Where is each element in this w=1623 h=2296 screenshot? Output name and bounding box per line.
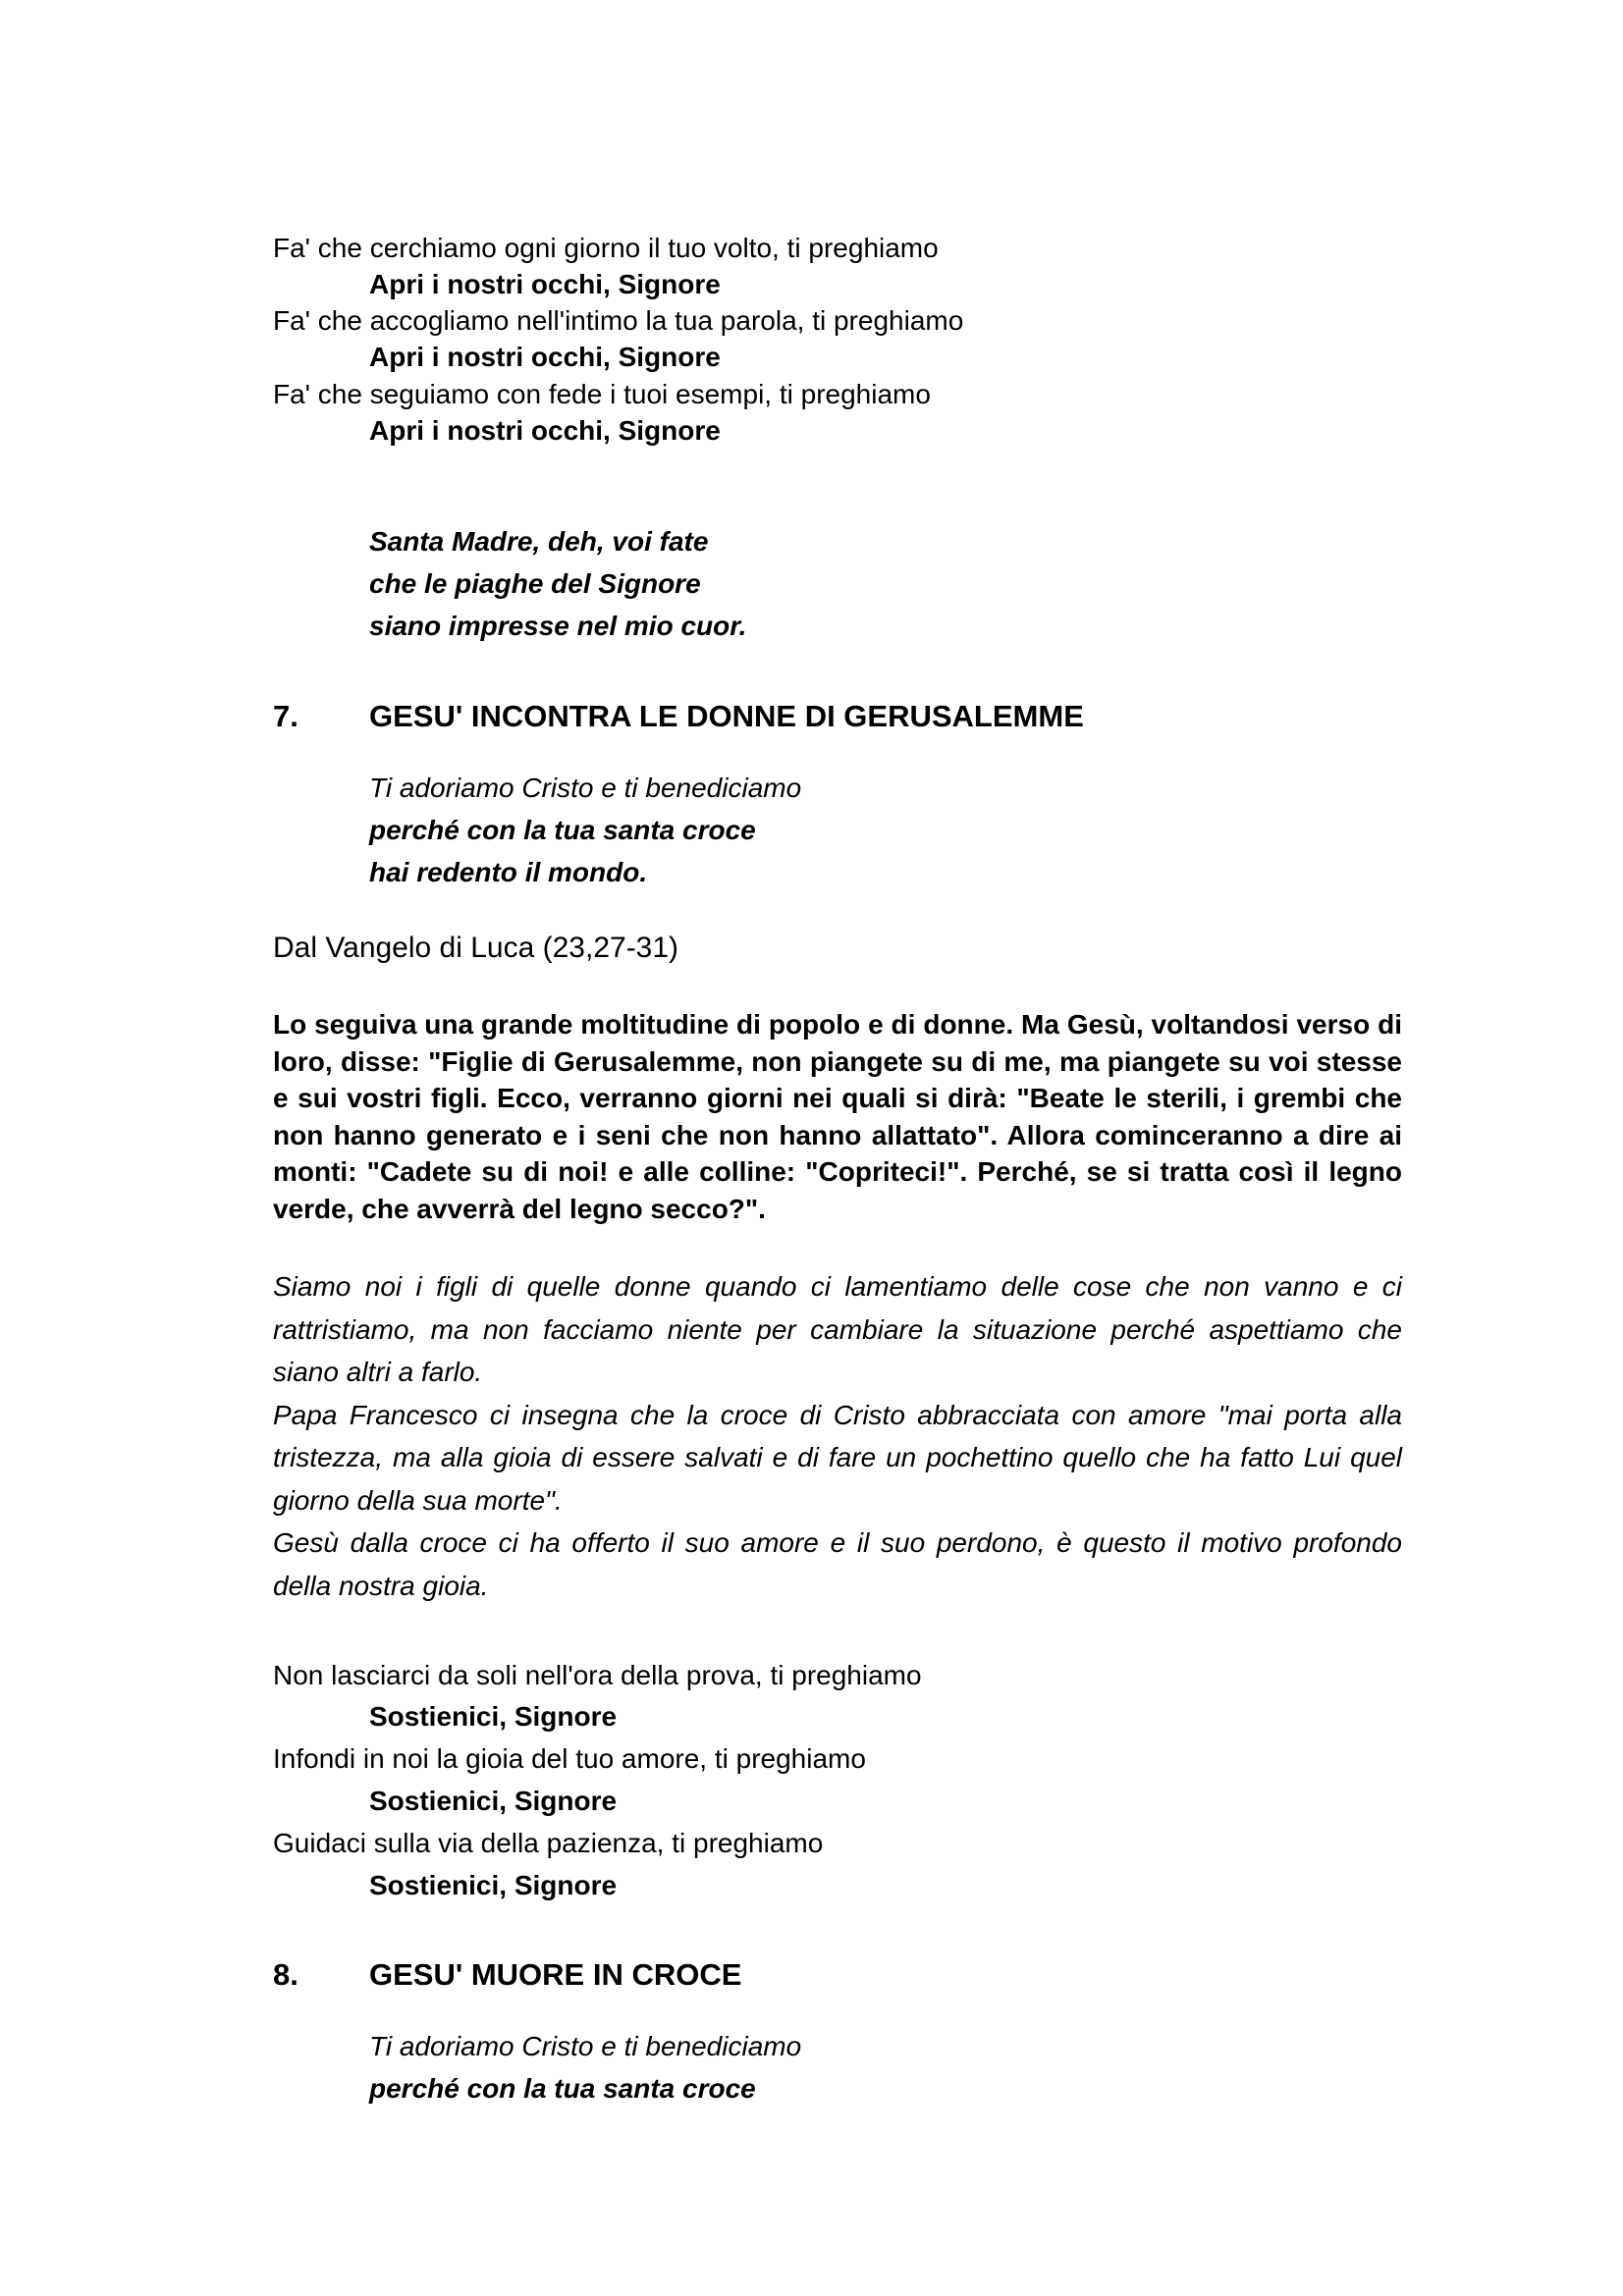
station-number: 7. <box>273 699 298 733</box>
adoration-line: Ti adoriamo Cristo e ti benediciamo <box>369 773 802 803</box>
meditation-paragraph: Papa Francesco ci insegna che la croce di Cristo abbracciata con amore "mai porta alla tristezza, ma alla gioia di essere salvati e di fare un pochettino quello che ha fatto Lui quel giorno della sua morte". <box>273 1399 1402 1516</box>
stabat-verse-line: siano impresse nel mio cuor. <box>369 611 747 641</box>
litany-response: Apri i nostri occhi, Signore <box>369 415 721 446</box>
gospel-paragraph: Lo seguiva una grande moltitudine di popolo e di donne. Ma Gesù, voltandosi verso di loro, disse: "Figlie di Gerusalemme, non piangete su di me, ma piangete su voi stesse e sui vostri figli. Ecco, verranno giorni nei quali si dirà: "Beate le sterili, i grembi che non hanno generato e i seni che non hanno allattato". Allora cominceranno a dire ai monti: "Cadete su di noi! e alle colline: "Copriteci!". Perché, se si tratta così il legno verde, che avverrà del legno secco?". <box>273 1009 1402 1224</box>
litany-response: Sostienici, Signore <box>369 1701 618 1732</box>
adoration-line: perché con la tua santa croce <box>369 815 756 845</box>
adoration-line: Ti adoriamo Cristo e ti benediciamo <box>369 2031 802 2061</box>
litany-invocation: Guidaci sulla via della pazienza, ti preghiamo <box>273 1828 824 1858</box>
litany-response: Apri i nostri occhi, Signore <box>369 269 721 299</box>
litany-invocation: Fa' che cerchiamo ogni giorno il tuo volto, ti preghiamo <box>273 233 939 263</box>
station-title: GESU' MUORE IN CROCE <box>369 1957 742 1992</box>
adoration-line: perché con la tua santa croce <box>369 2073 756 2104</box>
litany-invocation: Non lasciarci da soli nell'ora della prova, ti preghiamo <box>273 1660 922 1690</box>
litany-invocation: Infondi in noi la gioia del tuo amore, ti preghiamo <box>273 1743 866 1774</box>
stabat-verse-line: Santa Madre, deh, voi fate <box>369 526 709 557</box>
station-number: 8. <box>273 1957 298 1992</box>
meditation-text <box>273 1265 1402 1607</box>
meditation-paragraph: Siamo noi i figli di quelle donne quando ci lamentiamo delle cose che non vanno e ci rattristiamo, ma non facciamo niente per cambiare la situazione perché aspettiamo che siano altri a farlo. <box>273 1271 1402 1387</box>
litany-invocation: Fa' che seguiamo con fede i tuoi esempi, ti preghiamo <box>273 379 931 409</box>
station-title: GESU' INCONTRA LE DONNE DI GERUSALEMME <box>369 699 1084 733</box>
adoration-line: hai redento il mondo. <box>369 857 648 887</box>
litany-response: Apri i nostri occhi, Signore <box>369 342 721 372</box>
meditation-paragraph: Gesù dalla croce ci ha offerto il suo amore e il suo perdono, è questo il motivo profondo della nostra gioia. <box>273 1527 1402 1601</box>
gospel-reference: Dal Vangelo di Luca (23,27-31) <box>273 932 679 964</box>
litany-response: Sostienici, Signore <box>369 1786 618 1816</box>
litany-invocation: Fa' che accogliamo nell'intimo la tua parola, ti preghiamo <box>273 305 964 336</box>
litany-response: Sostienici, Signore <box>369 1870 618 1900</box>
stabat-verse-line: che le piaghe del Signore <box>369 568 701 599</box>
gospel-text <box>273 1006 1402 1227</box>
